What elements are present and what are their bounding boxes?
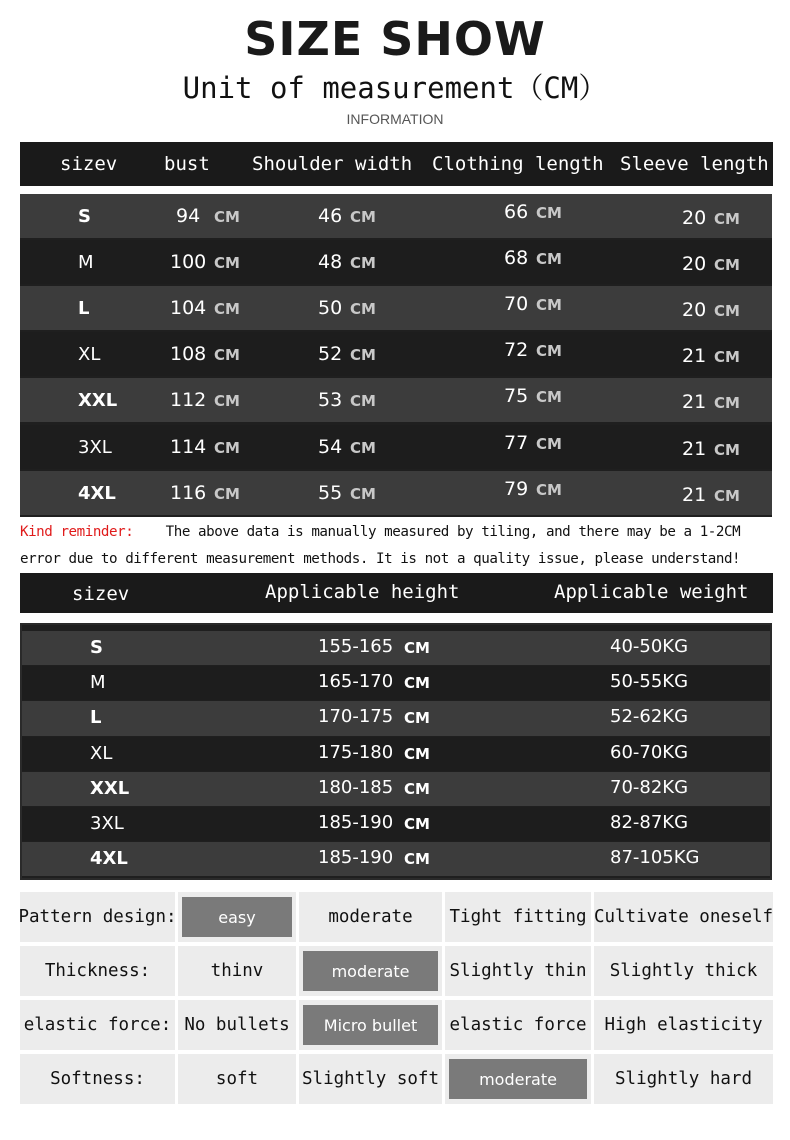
- unit-label: CM: [536, 204, 562, 222]
- table-row: [20, 240, 772, 284]
- unit-label: CM: [536, 480, 562, 499]
- selected-chip: moderate: [303, 951, 438, 991]
- height-value: 165-170: [318, 671, 394, 693]
- length-value: 75: [504, 385, 529, 408]
- unit-label: CM: [404, 744, 430, 763]
- weight-value: 52-62KG: [610, 706, 689, 728]
- col-header-bust: bust: [164, 153, 210, 175]
- unit-label: CM: [536, 250, 562, 269]
- unit-label: CM: [214, 300, 240, 319]
- attribute-option-selected: [299, 946, 442, 996]
- attribute-option: moderate: [299, 892, 442, 942]
- table-row: [22, 666, 770, 700]
- unit-label: CM: [404, 850, 430, 869]
- attribute-option-selected: [299, 1000, 442, 1050]
- unit-label: CM: [714, 440, 740, 459]
- weight-value: 82-87KG: [610, 812, 689, 833]
- sleeve-value: 20: [682, 299, 707, 322]
- size-label: XXL: [78, 390, 118, 412]
- table-row: [22, 631, 770, 665]
- shoulder-value: 54: [318, 435, 343, 458]
- page-subtitle: Unit of measurement（CM）: [182, 71, 608, 105]
- unit-label: CM: [536, 342, 562, 361]
- unit-label: CM: [714, 302, 740, 321]
- sleeve-value: 21: [682, 483, 707, 506]
- fit-table: [20, 623, 772, 880]
- size-label: M: [90, 672, 106, 694]
- bust-value: 112: [170, 389, 207, 412]
- unit-label: CM: [350, 484, 376, 503]
- height-value: 175-180: [318, 741, 394, 763]
- unit-label: CM: [350, 438, 376, 457]
- attribute-option: Slightly thin: [445, 946, 591, 996]
- attribute-option-selected: [178, 892, 296, 942]
- unit-label: CM: [536, 434, 562, 453]
- bust-value: 108: [170, 343, 207, 366]
- bust-value: 116: [170, 481, 207, 504]
- col-header-size: sizev: [60, 153, 118, 175]
- attribute-option: Cultivate oneself: [594, 892, 773, 942]
- sleeve-value: 21: [682, 345, 707, 368]
- unit-label: CM: [350, 392, 376, 411]
- selected-chip: moderate: [449, 1059, 587, 1099]
- attribute-option: No bullets: [178, 1000, 296, 1050]
- attribute-option: thinv: [178, 946, 296, 996]
- size-label: 3XL: [90, 813, 124, 834]
- unit-label: CM: [536, 388, 562, 407]
- size-label: XL: [90, 742, 113, 764]
- unit-label: CM: [404, 674, 430, 693]
- length-value: 70: [504, 293, 529, 316]
- shoulder-value: 55: [318, 481, 343, 504]
- measure-table: [20, 194, 772, 517]
- fit-table-header: [20, 573, 773, 613]
- selected-chip: Micro bullet: [303, 1005, 438, 1045]
- reminder-line-1: The above data is manually measured by tiling, and there may be a 1-2CM: [165, 524, 741, 540]
- attribute-option-selected: [445, 1054, 591, 1104]
- fit-col-header-weight: Applicable weight: [554, 581, 749, 603]
- shoulder-value: 52: [318, 343, 343, 366]
- unit-label: CM: [350, 254, 376, 273]
- kind-reminder: [20, 519, 780, 573]
- table-row: [22, 701, 770, 735]
- size-label: S: [90, 637, 103, 658]
- unit-label: CM: [404, 639, 430, 657]
- unit-label: CM: [714, 210, 740, 228]
- attribute-option: Slightly hard: [594, 1054, 773, 1104]
- table-row: [20, 378, 772, 422]
- length-value: 79: [504, 477, 529, 500]
- table-row: [22, 772, 770, 806]
- size-label: L: [90, 707, 102, 729]
- fit-col-header-height: Applicable height: [265, 581, 460, 603]
- unit-label: CM: [714, 394, 740, 413]
- attribute-option: elastic force: [445, 1000, 591, 1050]
- selected-chip: easy: [182, 897, 292, 937]
- unit-label: CM: [714, 256, 740, 275]
- height-value: 170-175: [318, 706, 394, 728]
- table-row: [20, 194, 772, 238]
- height-value: 155-165: [318, 636, 394, 657]
- sleeve-value: 20: [682, 207, 707, 229]
- bust-value: 114: [170, 435, 207, 458]
- unit-label: CM: [536, 296, 562, 315]
- table-row: [20, 471, 772, 515]
- shoulder-value: 46: [318, 205, 343, 227]
- col-header-length: Clothing length: [432, 153, 604, 175]
- table-row: [22, 842, 770, 876]
- length-value: 66: [504, 201, 529, 223]
- length-value: 77: [504, 431, 529, 454]
- size-label: 3XL: [78, 436, 112, 458]
- attribute-label: elastic force:: [20, 1000, 175, 1050]
- bust-value: 104: [170, 297, 207, 320]
- shoulder-value: 50: [318, 297, 343, 320]
- unit-label: CM: [214, 254, 240, 273]
- attribute-label: Pattern design:: [20, 892, 175, 942]
- size-label: XXL: [90, 777, 130, 799]
- attribute-grid: [20, 892, 773, 1103]
- size-label: S: [78, 206, 91, 227]
- weight-value: 60-70KG: [610, 741, 689, 763]
- table-row: [22, 807, 770, 841]
- length-value: 68: [504, 247, 529, 270]
- page-title: SIZE SHOW: [244, 12, 546, 66]
- reminder-label: Kind reminder:: [20, 524, 134, 540]
- unit-label: CM: [404, 815, 430, 833]
- attribute-option: Slightly thick: [594, 946, 773, 996]
- bust-value: 94: [176, 205, 201, 227]
- measure-table-header: [20, 142, 773, 186]
- weight-value: 50-55KG: [610, 671, 689, 693]
- height-value: 185-190: [318, 847, 394, 869]
- weight-value: 40-50KG: [610, 636, 689, 657]
- shoulder-value: 48: [318, 251, 343, 274]
- attribute-option: Slightly soft: [299, 1054, 442, 1104]
- shoulder-value: 53: [318, 389, 343, 412]
- col-header-sleeve: Sleeve length: [620, 153, 769, 175]
- unit-label: CM: [214, 208, 240, 226]
- height-value: 180-185: [318, 776, 394, 798]
- unit-label: CM: [404, 709, 430, 728]
- length-value: 72: [504, 339, 529, 362]
- size-label: XL: [78, 344, 101, 366]
- unit-label: CM: [214, 438, 240, 457]
- attribute-option: soft: [178, 1054, 296, 1104]
- attribute-option: Tight fitting: [445, 892, 591, 942]
- unit-label: CM: [214, 346, 240, 365]
- attribute-label: Thickness:: [20, 946, 175, 996]
- size-label: 4XL: [90, 848, 128, 870]
- unit-label: CM: [714, 486, 740, 505]
- unit-label: CM: [714, 348, 740, 367]
- unit-label: CM: [350, 346, 376, 365]
- size-label: M: [78, 252, 94, 274]
- unit-label: CM: [350, 208, 376, 226]
- sleeve-value: 21: [682, 391, 707, 414]
- fit-col-header-size: sizev: [72, 583, 130, 605]
- info-label: INFORMATION: [346, 111, 444, 127]
- unit-label: CM: [404, 779, 430, 798]
- unit-label: CM: [214, 484, 240, 503]
- size-label: L: [78, 298, 90, 320]
- height-value: 185-190: [318, 812, 394, 833]
- sleeve-value: 20: [682, 253, 707, 276]
- bust-value: 100: [170, 251, 207, 274]
- table-row: [22, 737, 770, 771]
- size-label: 4XL: [78, 482, 116, 504]
- unit-label: CM: [350, 300, 376, 319]
- table-row: [20, 286, 772, 330]
- unit-label: CM: [214, 392, 240, 411]
- weight-value: 87-105KG: [610, 847, 700, 869]
- table-row: [20, 425, 772, 469]
- attribute-option: High elasticity: [594, 1000, 773, 1050]
- col-header-shoulder: Shoulder width: [252, 153, 413, 175]
- table-row: [20, 332, 772, 376]
- weight-value: 70-82KG: [610, 776, 689, 798]
- attribute-label: Softness:: [20, 1054, 175, 1104]
- sleeve-value: 21: [682, 437, 707, 460]
- reminder-line-2: error due to different measurement methods. It is not a quality issue, please understand!: [20, 551, 741, 567]
